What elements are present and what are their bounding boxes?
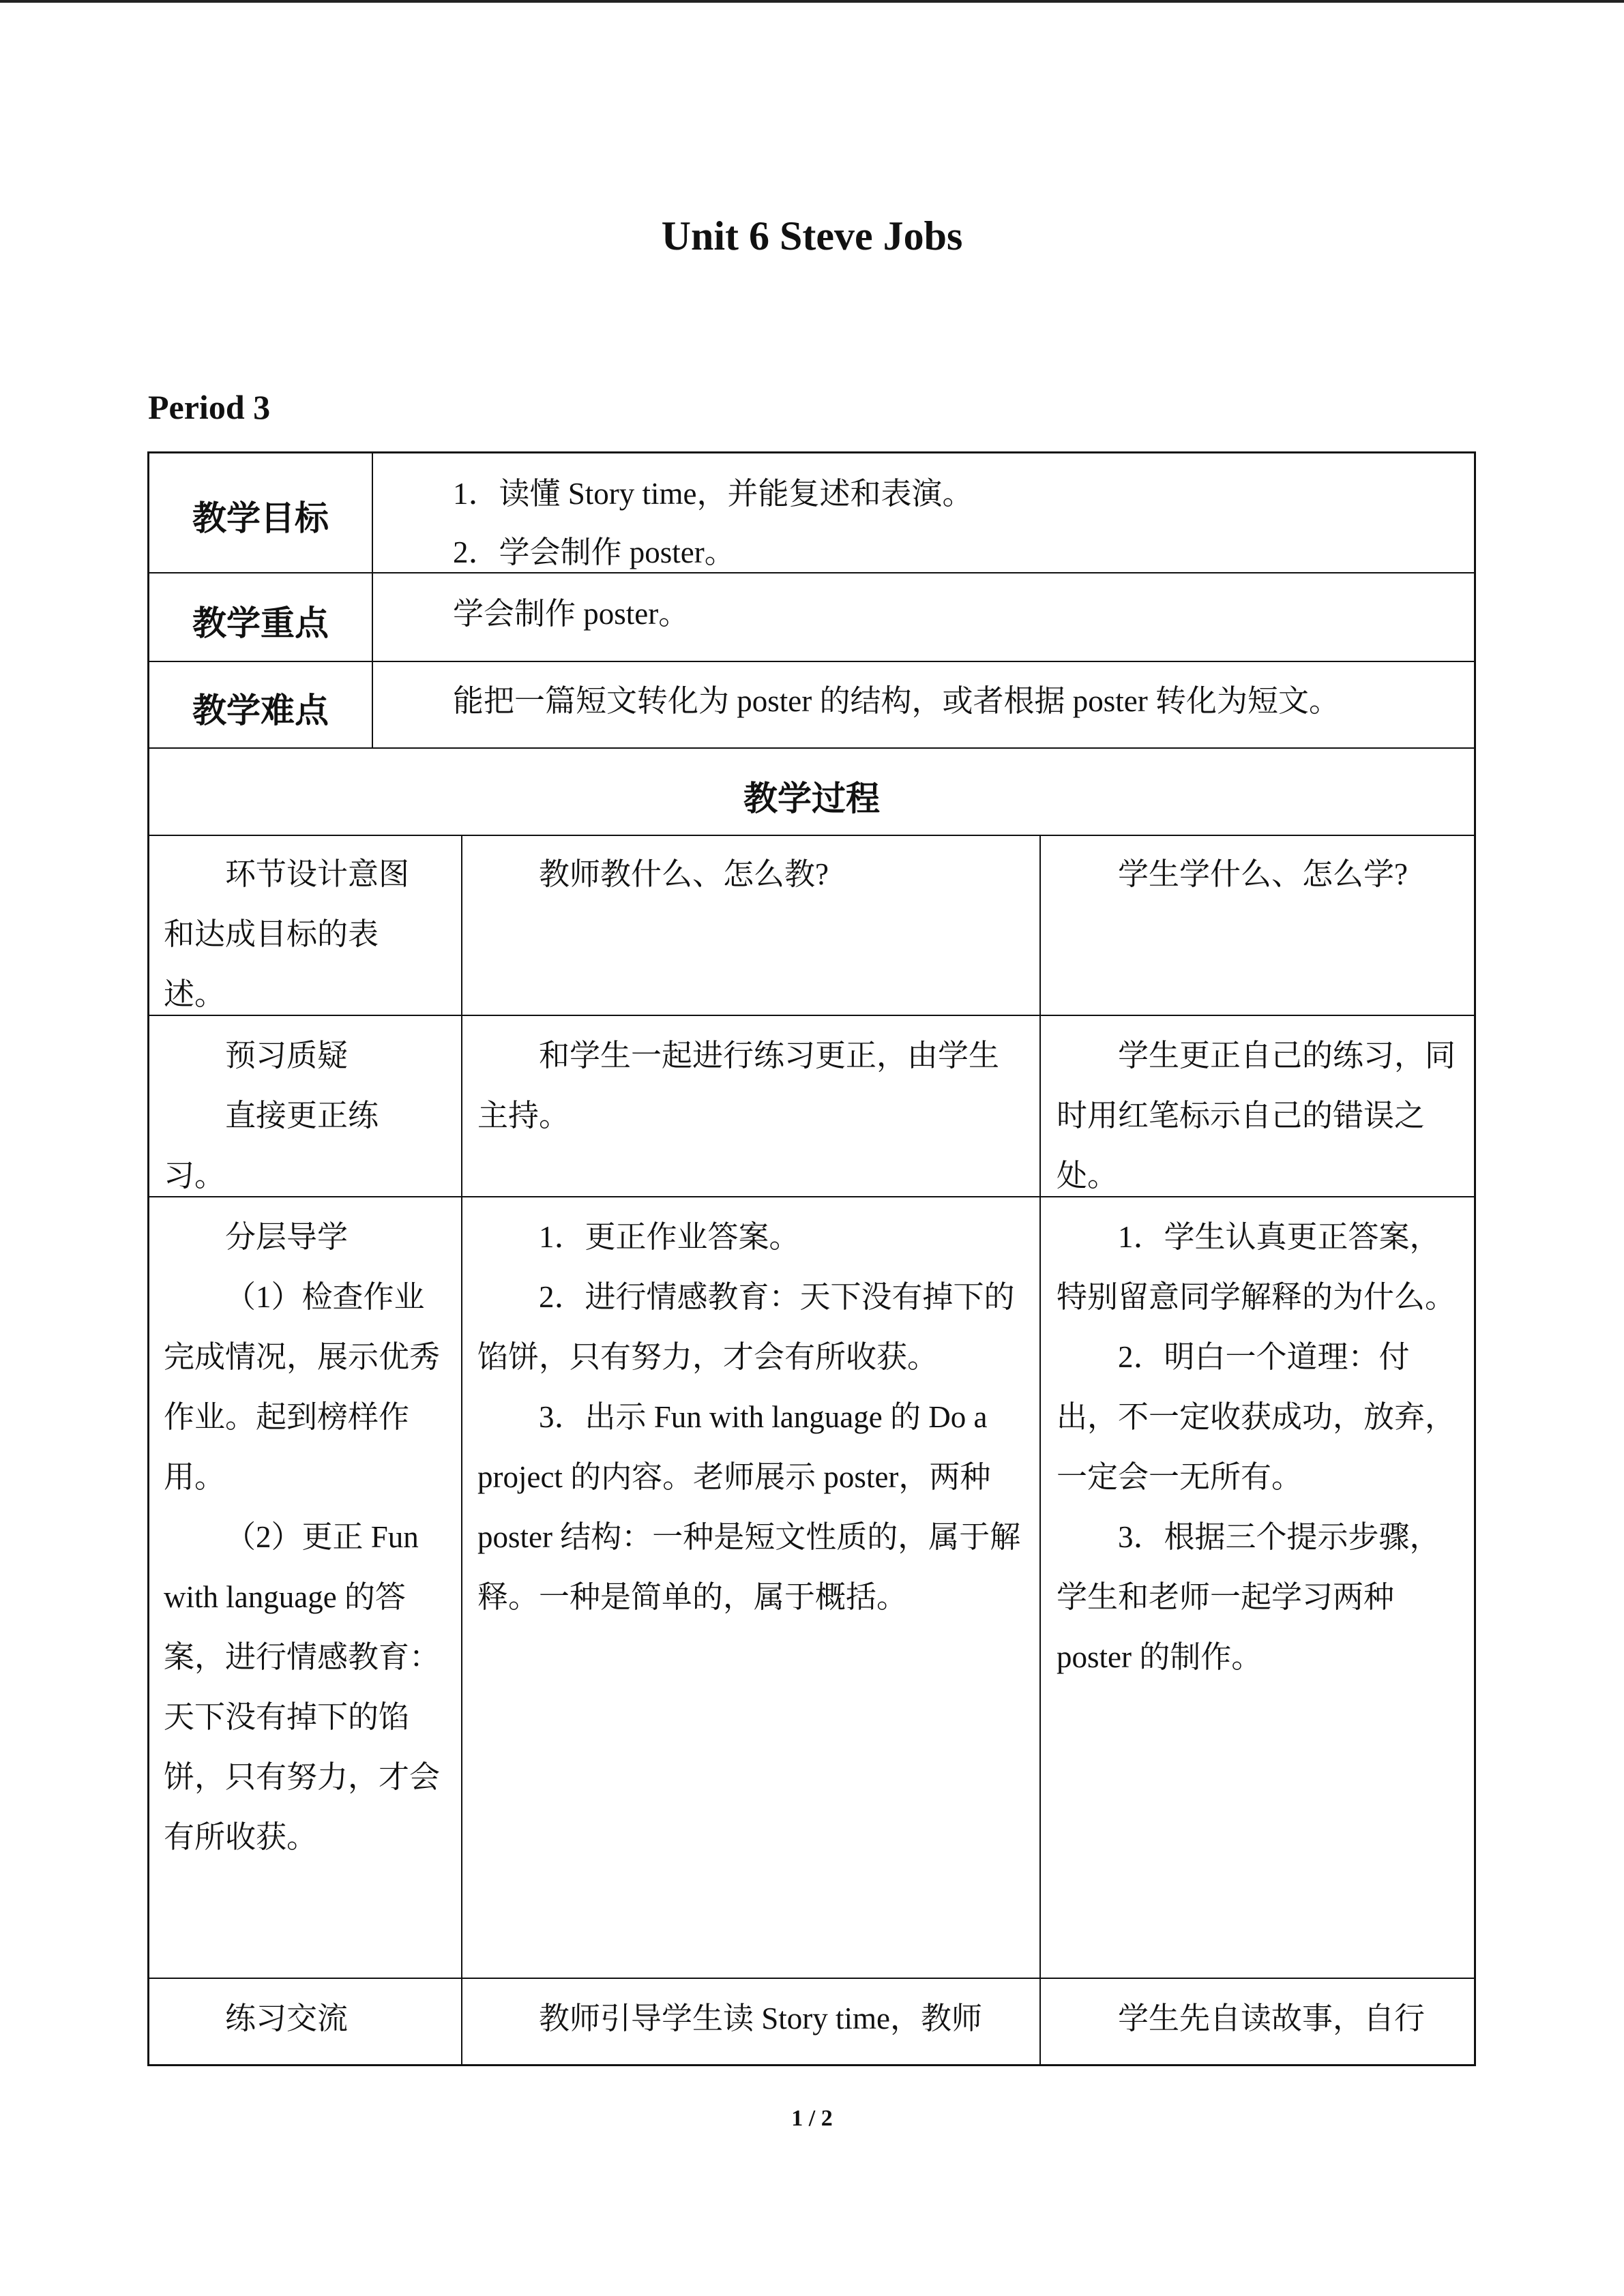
row-divider <box>147 747 1476 749</box>
row-divider <box>147 572 1476 573</box>
key-point-text: 学会制作 poster。 <box>453 597 690 631</box>
top-border-line <box>0 0 1624 3</box>
difficulty-label: 教学难点 <box>192 691 329 730</box>
difficulty-text: 能把一篇短文转化为 poster 的结构，或者根据 poster 转化为短文。 <box>453 684 1340 718</box>
guided-intent-cell: 分层导学 （1）检查作业完成情况，展示优秀作业。起到榜样作用。 （2）更正 Fun with language 的答案，进行情感教育：天下没有掉下的馅饼，只有努力，才会有所收获。 <box>164 1220 441 1854</box>
column-divider <box>1039 835 1041 2066</box>
process-header-intent: 环节设计意图和达成目标的表述。 <box>164 857 410 1011</box>
key-point-label: 教学重点 <box>192 603 329 643</box>
row-divider <box>147 835 1476 836</box>
practice-intent-cell: 练习交流 <box>225 2001 349 2036</box>
preview-intent-cell: 预习质疑 直接更正练习。 <box>164 1039 379 1193</box>
guided-student-cell: 1．学生认真更正答案，特别留意同学解释的为什么。 2．明白一个道理：付出，不一定收获成功，放弃，一定会一无所有。 3．根据三个提示步骤，学生和老师一起学习两种 poster 的制作。 <box>1057 1220 1456 1674</box>
practice-teacher-cell: 教师引导学生读 Story time，教师 <box>539 2001 982 2036</box>
guided-teacher-cell: 1．更正作业答案。 2．进行情感教育：天下没有掉下的馅饼，只有努力，才会有所收获。 3．出示 Fun with language 的 Do a project 的内容。老师展示 poster，两种 poster 结构：一种是短文性质的，属于解释。一种是简单的，属于概括。 <box>477 1220 1021 1614</box>
process-title: 教学过程 <box>743 779 880 818</box>
goal-line-2: 2．学会制作 poster。 <box>453 535 735 569</box>
preview-student-cell: 学生更正自己的练习，同时用红笔标示自己的错误之处。 <box>1057 1039 1456 1193</box>
column-divider <box>461 835 462 2066</box>
row-divider <box>147 661 1476 662</box>
period-heading: Period 3 <box>148 388 271 426</box>
preview-teacher-cell: 和学生一起进行练习更正，由学生主持。 <box>477 1039 1000 1133</box>
document-title: Unit 6 Steve Jobs <box>661 213 963 258</box>
column-divider <box>372 451 373 747</box>
row-divider <box>147 1978 1476 1979</box>
goal-label: 教学目标 <box>192 498 329 538</box>
goal-line-1: 1．读懂 Story time，并能复述和表演。 <box>453 477 973 511</box>
page-number: 1 / 2 <box>791 2106 833 2131</box>
process-header-teacher: 教师教什么、怎么教? <box>539 857 829 891</box>
process-header-student: 学生学什么、怎么学? <box>1118 857 1408 891</box>
practice-student-cell: 学生先自读故事，自行 <box>1118 2001 1426 2036</box>
